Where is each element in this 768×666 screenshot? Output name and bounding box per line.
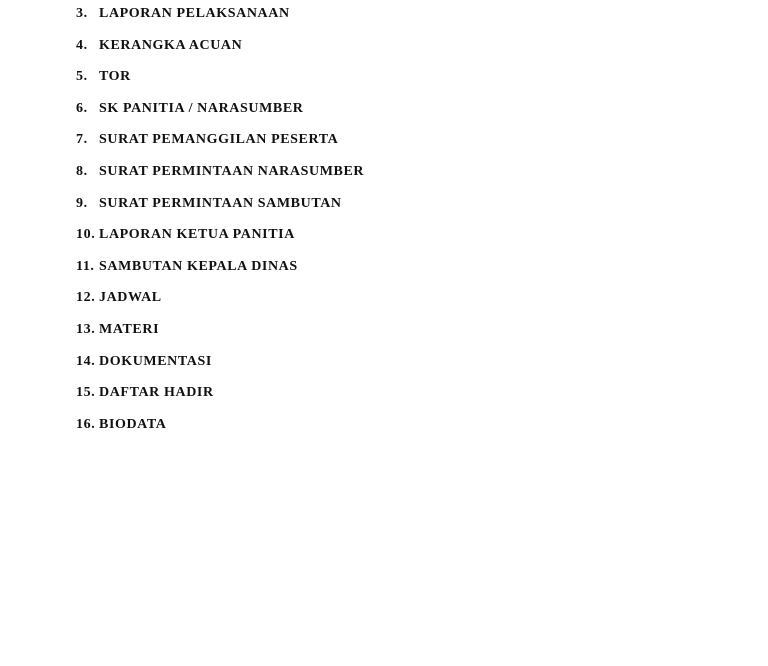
list-item-number: 11.: [76, 258, 95, 274]
list-item: [76, 320, 364, 352]
list-item-number: 14.: [76, 353, 96, 369]
list-item: [76, 130, 364, 162]
list-item: [76, 383, 364, 415]
list-item-number: 13.: [76, 321, 96, 337]
list-item: [76, 67, 364, 99]
list-item-label: SURAT PEMANGGILAN PESERTA: [99, 132, 339, 148]
list-item-number: 16.: [76, 416, 96, 432]
list-item: [76, 162, 364, 194]
list-item: [76, 288, 364, 320]
list-item-label: SURAT PERMINTAAN SAMBUTAN: [99, 195, 342, 211]
list-item: [76, 352, 364, 384]
list-item-label: LAPORAN KETUA PANITIA: [99, 227, 295, 243]
list-item-number: 8.: [76, 163, 88, 179]
list-item-label: SURAT PERMINTAAN NARASUMBER: [99, 163, 365, 179]
list-item-label: TOR: [99, 69, 131, 85]
list-item: [76, 36, 364, 68]
list-item-label: SK PANITIA / NARASUMBER: [99, 100, 304, 116]
list-item: [76, 415, 364, 447]
list-item: [76, 225, 364, 257]
list-item-number: 7.: [76, 132, 88, 148]
list-item-label: MATERI: [99, 321, 160, 337]
list-item: [76, 4, 364, 36]
list-item-number: 5.: [76, 69, 88, 85]
list-item-number: 12.: [76, 290, 96, 306]
list-item-number: 6.: [76, 100, 88, 116]
list-item-label: JADWAL: [99, 290, 162, 306]
list-item-label: BIODATA: [99, 416, 167, 432]
list-item: [76, 99, 364, 131]
document-list: [76, 4, 364, 446]
list-item: [76, 194, 364, 226]
list-item-label: DOKUMENTASI: [99, 353, 212, 369]
list-item-label: DAFTAR HADIR: [99, 385, 214, 401]
list-item-number: 3.: [76, 6, 88, 21]
list-item-label: SAMBUTAN KEPALA DINAS: [99, 258, 298, 274]
list-item-number: 4.: [76, 37, 88, 53]
list-item-label: KERANGKA ACUAN: [99, 37, 243, 53]
list-item-number: 15.: [76, 385, 96, 401]
list-item-number: 9.: [76, 195, 88, 211]
list-item: [76, 257, 364, 289]
list-item-number: 10.: [76, 227, 96, 243]
list-item-label: LAPORAN PELAKSANAAN: [99, 6, 290, 21]
